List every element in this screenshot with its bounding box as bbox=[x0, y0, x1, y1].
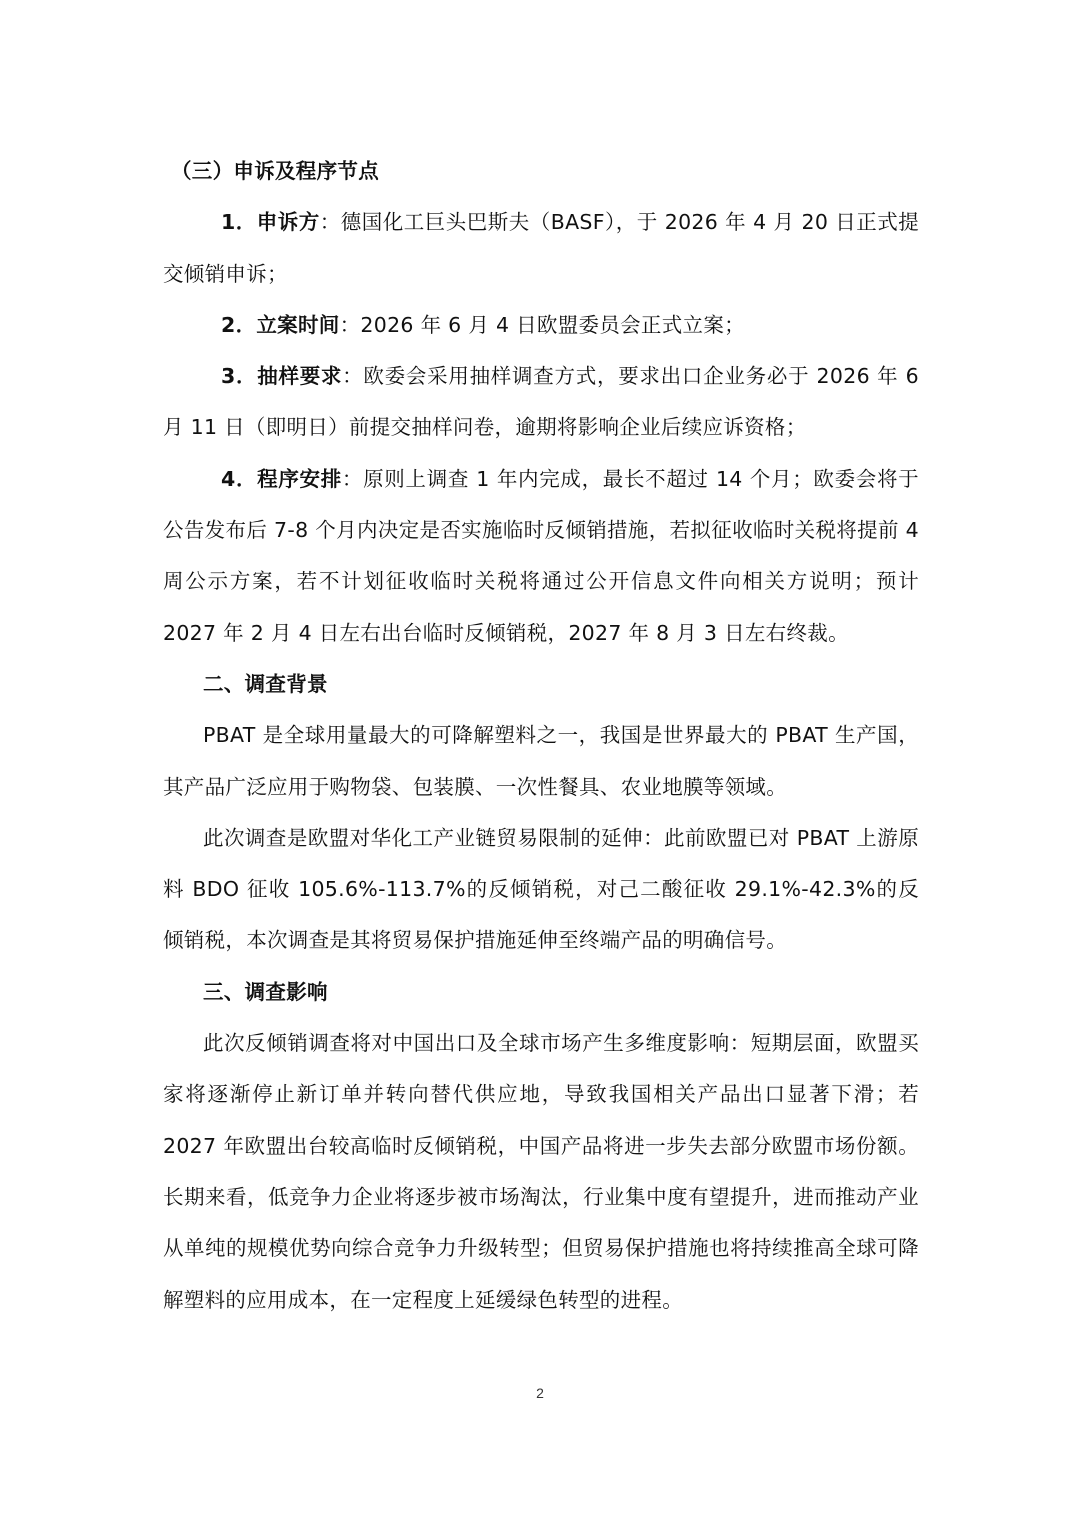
page-number: 2 bbox=[536, 1385, 544, 1401]
item-label: 3．抽样要求 bbox=[221, 364, 343, 389]
paragraph-pbat-overview: PBAT 是全球用量最大的可降解塑料之一，我国是世界最大的 PBAT 生产国，其产品广泛应用于购物袋、包装膜、一次性餐具、农业地膜等领域。 bbox=[163, 723, 919, 799]
item-label: 1．申诉方 bbox=[221, 210, 320, 235]
item-text: ：2026 年 6 月 4 日欧盟委员会正式立案； bbox=[339, 312, 745, 337]
list-item-filing-date bbox=[163, 300, 919, 351]
document-body bbox=[163, 146, 919, 1326]
item-text: ：德国化工巨头巴斯夫（BASF），于 2026 年 4 月 20 日正式提交倾销申诉； bbox=[163, 210, 919, 286]
item-text: ：欧委会采用抽样调查方式，要求出口企业务必于 2026 年 6 月 11 日（即明日）前提交抽样问卷，逾期将影响企业后续应诉资格； bbox=[163, 364, 919, 440]
item-label: 4．程序安排 bbox=[221, 466, 342, 491]
section-heading-appeal-procedure: （三）申诉及程序节点 bbox=[171, 159, 379, 183]
list-item-sampling-requirement bbox=[163, 351, 919, 454]
section-heading-investigation-impact: 三、调查影响 bbox=[203, 979, 328, 1004]
item-label: 2．立案时间 bbox=[221, 312, 340, 337]
paragraph-impact-analysis: 此次反倾销调查将对中国出口及全球市场产生多维度影响：短期层面，欧盟买家将逐渐停止新订单并转向替代供应地，导致我国相关产品出口显著下滑；若 2027 年欧盟出台较高临时反倾销税，中国产品将进一步失去部分欧盟市场份额。长期来看，低竞争力企业将逐步被市场淘汰，行业集中度有望提升，进而推动产业从单纯的规模优势向综合竞争力升级转型；但贸易保护措施也将持续推高全球可降解塑料的应用成本，在一定程度上延缓绿色转型的进程。 bbox=[163, 1031, 919, 1312]
list-item-procedure-schedule bbox=[163, 454, 919, 659]
list-item-appellant bbox=[163, 197, 919, 300]
item-text: ：原则上调查 1 年内完成，最长不超过 14 个月；欧委会将于公告发布后 7-8 个月内决定是否实施临时反倾销措施，若拟征收临时关税将提前 4 周公示方案，若不计划征收临时关税将通过公开信息文件向相关方说明；预计 2027 年 2 月 4 日左右出台临时反倾销税，2027 年 8 月 3 日左右终裁。 bbox=[163, 466, 919, 645]
paragraph-trade-restriction: 此次调查是欧盟对华化工产业链贸易限制的延伸：此前欧盟已对 PBAT 上游原料 BDO 征收 105.6%-113.7%的反倾销税，对己二酸征收 29.1%-42.3%的反倾销税，本次调查是其将贸易保护措施延伸至终端产品的明确信号。 bbox=[163, 825, 919, 953]
section-heading-investigation-background: 二、调查背景 bbox=[203, 671, 328, 696]
